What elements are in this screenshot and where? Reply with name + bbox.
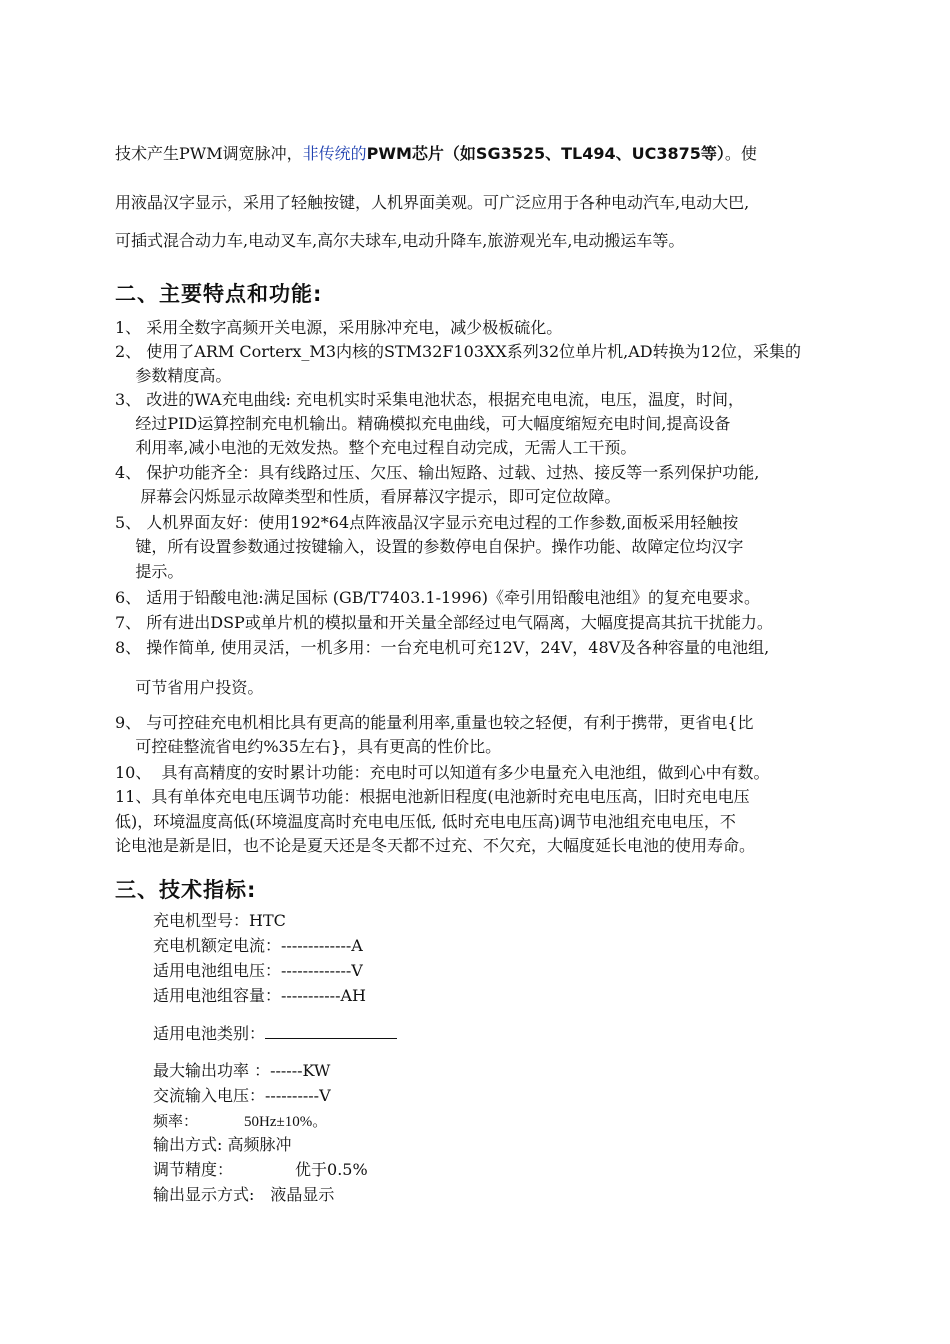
feature-line: 参数精度高。 bbox=[115, 366, 232, 385]
chip-list: PWM芯片（如SG3525、TL494、UC3875等） bbox=[366, 144, 725, 163]
display-label: 输出显示方式: bbox=[153, 1185, 255, 1204]
feature-line: 论电池是新是旧，也不论是夏天还是冬天都不过充、不欠充，大幅度延长电池的使用寿命。 bbox=[115, 836, 756, 855]
section3-heading: 三、技术指标: bbox=[115, 878, 257, 902]
intro-line-2: 用液晶汉字显示，采用了轻触按键，人机界面美观。可广泛应用于各种电动汽车,电动大巴, bbox=[115, 193, 750, 212]
spec-item: 充电机额定电流：-------------A bbox=[153, 936, 363, 955]
spec-item: 交流输入电压：----------V bbox=[153, 1086, 331, 1105]
feature-line: 键，所有设置参数通过按键输入，设置的参数停电自保护。操作功能、故障定位均汉字 bbox=[115, 537, 744, 556]
intro-line-3: 可插式混合动力车,电动叉车,高尔夫球车,电动升降车,旅游观光车,电动搬运车等。 bbox=[115, 231, 685, 250]
feature-line: 低)，环境温度高低(环境温度高时充电电压低, 低时充电电压高)调节电池组充电电压，不 bbox=[115, 812, 736, 831]
spec-battery-type bbox=[153, 1024, 397, 1044]
battery-type-blank bbox=[265, 1024, 397, 1039]
feature-line: 11、具有单体充电电压调节功能：根据电池新旧程度(电池新时充电电压高，旧时充电电压 bbox=[115, 787, 750, 806]
feature-line: 4、 保护功能齐全：具有线路过压、欠压、输出短路、过载、过热、接反等一系列保护功能, bbox=[115, 463, 760, 482]
spec-frequency bbox=[153, 1111, 327, 1132]
section2-heading: 二、主要特点和功能: bbox=[115, 282, 323, 306]
section2-line-8b: 可节省用户投资。 bbox=[115, 678, 264, 697]
spec-item: 充电机型号：HTC bbox=[153, 911, 286, 930]
spec-display bbox=[153, 1185, 334, 1205]
feature-line: 3、 改进的WA充电曲线: 充电机实时采集电池状态，根据充电电流，电压，温度，时间， bbox=[115, 390, 744, 409]
precision-value: 优于0.5% bbox=[295, 1160, 368, 1179]
precision-label: 调节精度： bbox=[153, 1160, 234, 1179]
spec-item: 最大输出功率 ：------KW bbox=[153, 1061, 331, 1080]
intro-line-1 bbox=[115, 144, 757, 164]
feature-line: 利用率,减小电池的无效发热。整个充电过程自动完成，无需人工干预。 bbox=[115, 438, 637, 457]
highlight-text: 非传统的 bbox=[302, 144, 367, 163]
feature-line: 6、 适用于铅酸电池:满足国标 (GB/T7403.1-1996)《牵引用铅酸电池组》的复充电要求。 bbox=[115, 588, 760, 607]
display-value: 液晶显示 bbox=[270, 1185, 335, 1204]
feature-line: 8、 操作简单, 使用灵活，一机多用：一台充电机可充12V，24V，48V及各种容量的电池组, bbox=[115, 638, 770, 657]
feature-line: 提示。 bbox=[115, 562, 184, 581]
feature-line: 可控硅整流省电约%35左右}，具有更高的性价比。 bbox=[115, 737, 502, 756]
feature-line: 10、 具有高精度的安时累计功能：充电时可以知道有多少电量充入电池组，做到心中有数。 bbox=[115, 763, 770, 782]
freq-label: 频率： bbox=[153, 1112, 199, 1130]
feature-line: 屏幕会闪烁显示故障类型和性质，看屏幕汉字提示，即可定位故障。 bbox=[115, 487, 621, 506]
spec-precision bbox=[153, 1160, 368, 1180]
intro-text: 技术产生PWM调宽脉冲， bbox=[115, 144, 303, 163]
spec-output-mode: 输出方式: 高频脉冲 bbox=[153, 1135, 292, 1154]
feature-line: 7、 所有进出DSP或单片机的模拟量和开关量全部经过电气隔离，大幅度提高其抗干扰能力。 bbox=[115, 613, 773, 632]
feature-line: 1、 采用全数字高频开关电源，采用脉冲充电，减少极板硫化。 bbox=[115, 318, 563, 337]
intro-text-end: 。使 bbox=[724, 144, 757, 163]
spec-item: 适用电池组电压：-------------V bbox=[153, 961, 363, 980]
spec-item: 适用电池组容量：-----------AH bbox=[153, 986, 366, 1005]
feature-line: 2、 使用了ARM Corterx_M3内核的STM32F103XX系列32位单片机,AD转换为12位，采集的 bbox=[115, 342, 801, 361]
feature-line: 经过PID运算控制充电机输出。精确模拟充电曲线，可大幅度缩短充电时间,提高设备 bbox=[115, 414, 731, 433]
feature-line: 9、 与可控硅充电机相比具有更高的能量利用率,重量也较之轻便，有利于携带，更省电{比 bbox=[115, 713, 754, 732]
battery-type-label: 适用电池类别： bbox=[153, 1024, 266, 1043]
feature-line: 5、 人机界面友好：使用192*64点阵液晶汉字显示充电过程的工作参数,面板采用轻触按 bbox=[115, 513, 739, 532]
freq-value: 50Hz±10%。 bbox=[244, 1114, 328, 1130]
